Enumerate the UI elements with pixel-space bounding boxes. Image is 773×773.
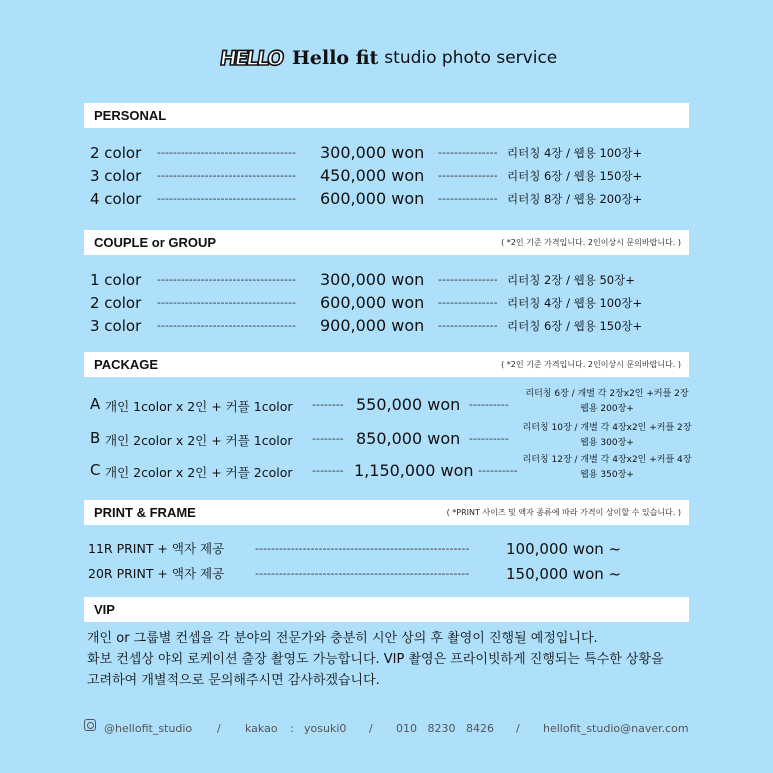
vip-description bbox=[87, 628, 707, 691]
dash-leader: ---------- bbox=[478, 464, 518, 477]
section-bar-package bbox=[84, 352, 689, 377]
dash-leader: -------- bbox=[312, 432, 344, 445]
dash-leader: --------------- bbox=[438, 192, 498, 205]
kakao-colon: : bbox=[290, 722, 294, 735]
vip-line: 화보 컨셉상 야외 로케이션 출장 촬영도 가능합니다. VIP 촬영은 프라이빗하게 진행되는 특수한 상황을 bbox=[87, 652, 664, 667]
package-note-line2: 웹용 300장+ bbox=[580, 438, 634, 448]
package-note-line1: 리터칭 12장 / 개별 각 4장x2인 +커플 4장 bbox=[522, 455, 692, 465]
kakao-label: kakao bbox=[245, 722, 278, 735]
dash-leader: ---------- bbox=[469, 432, 509, 445]
header bbox=[0, 40, 773, 76]
brand-logo: HELLO bbox=[218, 46, 284, 70]
dash-leader: ----------------------------------- bbox=[157, 146, 296, 159]
row-price: 600,000 won bbox=[320, 189, 425, 208]
section-bar-vip bbox=[84, 597, 689, 622]
email-address[interactable]: hellofit_studio@naver.com bbox=[543, 722, 689, 735]
dash-leader: ------------------------------------------------------ bbox=[255, 567, 470, 580]
section-title: VIP bbox=[94, 602, 115, 617]
row-note: 리터칭 6장 / 웹용 150장+ bbox=[507, 319, 643, 333]
section-note: ( *2인 기준 가격입니다. 2인이상시 문의바랍니다. ) bbox=[501, 238, 681, 247]
price-row bbox=[0, 315, 773, 337]
brand-subtitle: studio photo service bbox=[384, 48, 558, 68]
package-price: 850,000 won bbox=[356, 429, 461, 448]
package-desc: 개인 2color x 2인 + 커플 1color bbox=[105, 433, 293, 448]
price-row bbox=[0, 269, 773, 291]
row-price: 900,000 won bbox=[320, 316, 425, 335]
dash-leader: ----------------------------------- bbox=[157, 169, 296, 182]
print-name: 11R PRINT + 액자 제공 bbox=[88, 541, 225, 556]
dash-leader: --------------- bbox=[438, 319, 498, 332]
package-note bbox=[518, 453, 696, 483]
package-price: 550,000 won bbox=[356, 395, 461, 414]
dash-leader: --------------- bbox=[438, 296, 498, 309]
row-name: 2 color bbox=[90, 294, 142, 312]
instagram-icon bbox=[84, 719, 96, 731]
package-note-line2: 웹용 350장+ bbox=[580, 470, 634, 480]
dash-leader: ----------------------------------- bbox=[157, 319, 296, 332]
dash-leader: -------- bbox=[312, 464, 344, 477]
package-row bbox=[0, 421, 773, 457]
section-note: ( *2인 기준 가격입니다. 2인이상시 문의바랍니다. ) bbox=[501, 360, 681, 369]
price-row bbox=[0, 188, 773, 210]
dash-leader: ------------------------------------------------------ bbox=[255, 542, 470, 555]
section-bar-couple bbox=[84, 230, 689, 255]
package-note-line1: 리터칭 10장 / 개별 각 4장x2인 +커플 2장 bbox=[522, 423, 692, 433]
row-price: 300,000 won bbox=[320, 143, 425, 162]
row-name: 2 color bbox=[90, 144, 142, 162]
print-name: 20R PRINT + 액자 제공 bbox=[88, 566, 225, 581]
dash-leader: -------- bbox=[312, 398, 344, 411]
package-note-line1: 리터칭 6장 / 개별 각 2장x2인 +커플 2장 bbox=[525, 389, 689, 399]
section-bar-print bbox=[84, 500, 689, 525]
package-letter: B bbox=[90, 429, 101, 447]
row-name: 4 color bbox=[90, 190, 142, 208]
package-price: 1,150,000 won bbox=[354, 461, 474, 480]
print-price: 100,000 won ~ bbox=[506, 540, 622, 558]
row-note: 리터칭 4장 / 웹용 100장+ bbox=[507, 296, 643, 310]
section-title: PACKAGE bbox=[94, 357, 159, 372]
dash-leader: ----------------------------------- bbox=[157, 192, 296, 205]
row-name: 1 color bbox=[90, 271, 142, 289]
price-row bbox=[0, 165, 773, 187]
package-note bbox=[518, 387, 696, 417]
package-note-line2: 웹용 200장+ bbox=[580, 404, 634, 414]
phone-number[interactable]: 010 8230 8426 bbox=[396, 722, 494, 735]
dash-leader: ----------------------------------- bbox=[157, 273, 296, 286]
row-price: 600,000 won bbox=[320, 293, 425, 312]
brand-name: Hello fit bbox=[291, 47, 379, 69]
footer-separator: / bbox=[369, 722, 373, 735]
dash-leader: ---------- bbox=[469, 398, 509, 411]
kakao-id[interactable]: yosuki0 bbox=[304, 722, 347, 735]
row-note: 리터칭 2장 / 웹용 50장+ bbox=[507, 273, 635, 287]
instagram-handle[interactable]: @hellofit_studio bbox=[104, 722, 193, 735]
dash-leader: ----------------------------------- bbox=[157, 296, 296, 309]
dash-leader: --------------- bbox=[438, 146, 498, 159]
section-title: PRINT & FRAME bbox=[94, 505, 196, 520]
footer bbox=[0, 719, 773, 739]
section-title: COUPLE or GROUP bbox=[94, 235, 217, 250]
row-name: 3 color bbox=[90, 167, 142, 185]
print-row bbox=[0, 538, 773, 560]
section-title: PERSONAL bbox=[94, 108, 167, 123]
section-note: ( *PRINT 사이즈 및 액자 종류에 따라 가격이 상이할 수 있습니다. ) bbox=[446, 508, 681, 517]
package-desc: 개인 1color x 2인 + 커플 1color bbox=[105, 399, 293, 414]
package-desc: 개인 2color x 2인 + 커플 2color bbox=[105, 465, 293, 480]
footer-separator: / bbox=[516, 722, 520, 735]
row-price: 300,000 won bbox=[320, 270, 425, 289]
dash-leader: --------------- bbox=[438, 169, 498, 182]
package-row bbox=[0, 453, 773, 489]
row-note: 리터칭 6장 / 웹용 150장+ bbox=[507, 169, 643, 183]
row-note: 리터칭 8장 / 웹용 200장+ bbox=[507, 192, 643, 206]
dash-leader: --------------- bbox=[438, 273, 498, 286]
price-row bbox=[0, 292, 773, 314]
footer-separator: / bbox=[217, 722, 221, 735]
price-row bbox=[0, 142, 773, 164]
package-letter: A bbox=[90, 395, 101, 413]
row-note: 리터칭 4장 / 웹용 100장+ bbox=[507, 146, 643, 160]
package-letter: C bbox=[90, 461, 101, 479]
row-price: 450,000 won bbox=[320, 166, 425, 185]
row-name: 3 color bbox=[90, 317, 142, 335]
package-note bbox=[518, 421, 696, 451]
vip-line: 개인 or 그룹별 컨셉을 각 분야의 전문가와 충분히 시안 상의 후 촬영이 진행될 예정입니다. bbox=[87, 631, 598, 646]
print-price: 150,000 won ~ bbox=[506, 565, 622, 583]
vip-line: 고려하여 개별적으로 문의해주시면 감사하겠습니다. bbox=[87, 673, 380, 688]
section-bar-personal bbox=[84, 103, 689, 128]
package-row bbox=[0, 387, 773, 423]
print-row bbox=[0, 563, 773, 585]
